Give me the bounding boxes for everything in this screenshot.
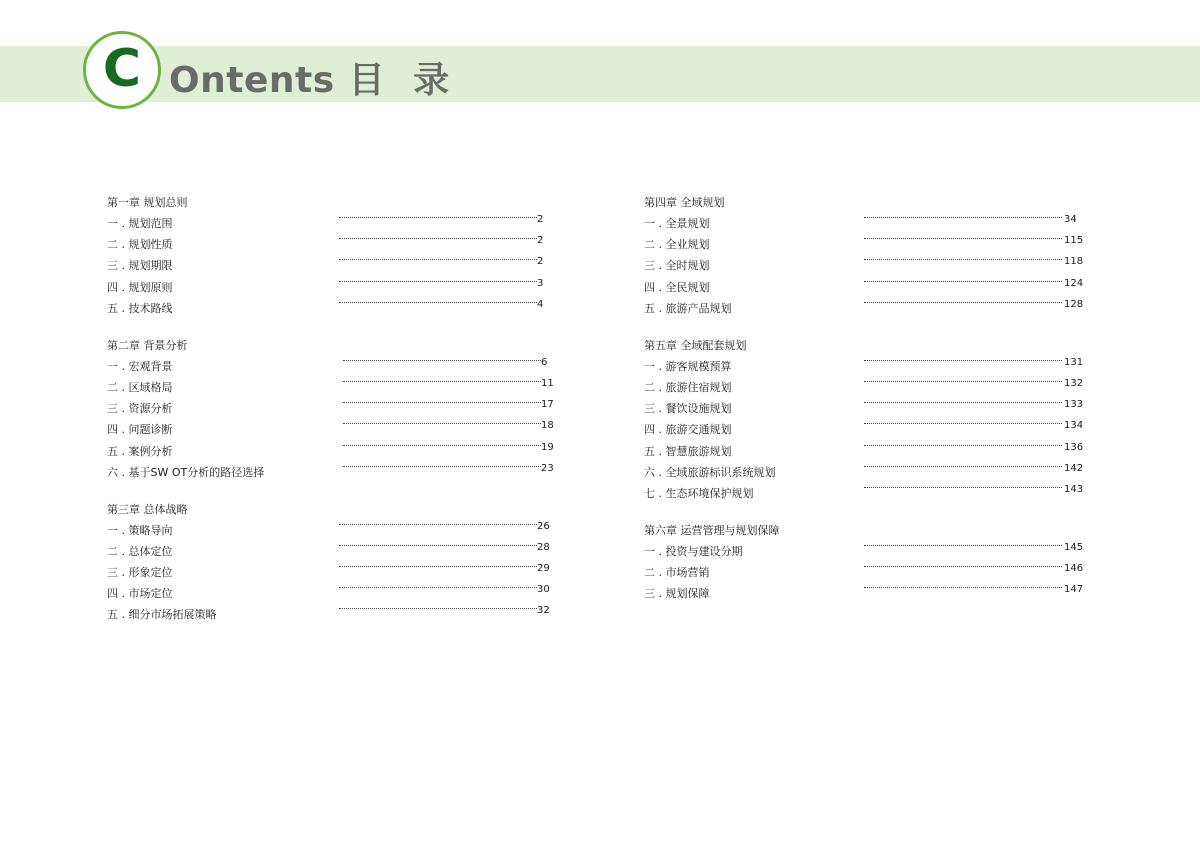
toc-entry-label: 二 . 规划性质: [107, 238, 173, 252]
toc-entry-label: 一 . 策略导向: [107, 523, 173, 537]
chapter-title: 第四章 全域规划: [644, 196, 725, 209]
toc-entry[interactable]: [644, 441, 1084, 460]
toc-page-number: 32: [537, 605, 550, 617]
page-title-cn: 目 录: [348, 60, 458, 101]
toc-leader-line: [339, 281, 537, 282]
toc-page-number: 19: [541, 441, 554, 453]
toc-leader-line: [864, 545, 1062, 546]
chapter-title: 第六章 运营管理与规划保障: [644, 523, 780, 537]
toc-leader-line: [864, 566, 1062, 567]
toc-page-number: 128: [1064, 298, 1084, 310]
toc-leader-line: [339, 566, 537, 567]
toc-page-number: 28: [537, 541, 550, 553]
toc-page-number: 29: [537, 563, 550, 575]
toc-chapter: [107, 502, 550, 624]
toc-entry-label: 四 . 规划原则: [107, 280, 173, 294]
toc-leader-line: [864, 423, 1062, 424]
toc-leader-line: [343, 445, 541, 446]
toc-leader-line: [864, 281, 1062, 282]
chapter-title: 第三章 总体战略: [107, 502, 188, 516]
toc-entry-label: 六 . 全域旅游标识系统规划: [644, 465, 776, 479]
toc-page-number: 26: [537, 520, 550, 532]
toc-page-number: 133: [1064, 399, 1084, 411]
toc-page-number: 34: [1064, 214, 1077, 225]
toc-page-number: 2: [537, 214, 544, 225]
toc-page-number: 147: [1064, 584, 1084, 596]
toc-leader-line: [864, 445, 1062, 446]
toc-entry[interactable]: [644, 377, 1084, 396]
toc-entry[interactable]: [644, 235, 1084, 253]
toc-leader-line: [339, 524, 537, 525]
toc-page-number: 145: [1064, 541, 1084, 553]
toc-entry[interactable]: [107, 277, 544, 296]
toc-page-number: 124: [1064, 277, 1084, 289]
toc-entry[interactable]: [644, 541, 1084, 560]
logo-letter-c: C: [102, 39, 142, 99]
toc-page-number: 146: [1064, 563, 1084, 575]
toc-page-number: 118: [1064, 256, 1084, 268]
toc-page-number: 18: [541, 420, 554, 432]
toc-entry-label: 三 . 餐饮设施规划: [644, 402, 732, 416]
page-title-en: Ontents: [169, 60, 335, 101]
toc-entry[interactable]: [644, 563, 1084, 581]
toc-page-number: 134: [1064, 420, 1084, 432]
toc-entry[interactable]: [644, 356, 1084, 375]
toc-entry[interactable]: [107, 605, 550, 623]
toc-entry-label: 三 . 规划保障: [644, 587, 710, 601]
toc-entry-label: 三 . 全时规划: [644, 259, 710, 273]
toc-page-number: 131: [1064, 356, 1084, 368]
toc-leader-line: [343, 423, 541, 424]
toc-leader-line: [864, 487, 1062, 488]
toc-entry[interactable]: [644, 399, 1084, 417]
toc-entry-label: 三 . 形象定位: [107, 566, 173, 580]
toc-entry[interactable]: [644, 420, 1084, 438]
toc-entry-label: 四 . 全民规划: [644, 280, 710, 294]
toc-entry[interactable]: [107, 235, 544, 253]
toc-page-number: 136: [1064, 441, 1084, 453]
toc-leader-line: [864, 302, 1062, 303]
toc-leader-line: [339, 238, 537, 239]
toc-entry[interactable]: [107, 420, 554, 438]
toc-leader-line: [343, 402, 541, 403]
toc-entry-label: 二 . 总体定位: [107, 544, 173, 558]
chapter-title: 第五章 全域配套规划: [644, 338, 747, 352]
toc-leader-line: [339, 608, 537, 609]
toc-entry-label: 四 . 问题诊断: [107, 423, 173, 437]
toc-entry-label: 五 . 旅游产品规划: [644, 301, 732, 315]
toc-page-number: 30: [537, 584, 550, 596]
toc-entry-label: 一 . 投资与建设分期: [644, 544, 743, 558]
toc-entry[interactable]: [107, 584, 550, 602]
toc-entry-label: 五 . 智慧旅游规划: [644, 444, 732, 458]
toc-leader-line: [864, 466, 1062, 467]
toc-entry-label: 五 . 技术路线: [107, 301, 173, 315]
toc-page-number: 142: [1064, 462, 1084, 474]
toc-leader-line: [339, 259, 537, 260]
toc-entry[interactable]: [107, 356, 548, 375]
toc-leader-line: [864, 217, 1062, 218]
toc-entry-label: 二 . 全业规划: [644, 238, 710, 252]
toc-entry[interactable]: [644, 298, 1084, 317]
toc-entry[interactable]: [644, 462, 1084, 481]
toc-page-number: 3: [537, 277, 544, 289]
toc-left-column: [107, 195, 554, 644]
toc-leader-line: [864, 259, 1062, 260]
toc-page-number: 132: [1064, 377, 1084, 389]
toc-entry-label: 六 . 基于SW OT分析的路径选择: [107, 465, 265, 479]
toc-chapter: [644, 338, 1084, 502]
toc-entry[interactable]: [107, 256, 544, 274]
toc-entry[interactable]: [107, 441, 554, 460]
toc-entry-label: 五 . 案例分析: [107, 444, 173, 458]
toc-entry[interactable]: [107, 377, 554, 396]
toc-entry[interactable]: [107, 399, 554, 417]
toc-chapter: [644, 523, 1084, 602]
toc-entry-label: 四 . 市场定位: [107, 587, 173, 601]
toc-chapter: [107, 338, 554, 481]
toc-leader-line: [864, 587, 1062, 588]
contents-logo: [83, 31, 161, 109]
toc-chapter: [107, 195, 544, 317]
toc-entry-label: 三 . 规划期限: [107, 259, 173, 273]
toc-leader-line: [339, 302, 537, 303]
toc-entry[interactable]: [644, 214, 1077, 232]
toc-page-number: 143: [1064, 483, 1084, 495]
toc-leader-line: [339, 587, 537, 588]
toc-leader-line: [864, 381, 1062, 382]
toc-entry[interactable]: [107, 214, 544, 232]
toc-page-number: 115: [1064, 235, 1084, 247]
toc-page-number: 2: [537, 256, 544, 268]
toc-entry-label: 五 . 细分市场拓展策略: [107, 608, 217, 622]
toc-entry[interactable]: [107, 520, 550, 539]
toc-chapter: [644, 195, 1084, 317]
toc-leader-line: [339, 217, 537, 218]
toc-page-number: 17: [541, 399, 554, 411]
toc-entry-label: 三 . 资源分析: [107, 402, 173, 416]
toc-entry-label: 七 . 生态环境保护规划: [644, 486, 754, 500]
toc-leader-line: [343, 360, 541, 361]
toc-entry-label: 一 . 游客规模预算: [644, 359, 732, 373]
toc-leader-line: [343, 381, 541, 382]
toc-leader-line: [343, 466, 541, 467]
toc-page-number: 2: [537, 235, 544, 247]
toc-entry[interactable]: [644, 256, 1084, 274]
toc-entry-label: 二 . 区域格局: [107, 380, 173, 394]
toc-leader-line: [864, 360, 1062, 361]
toc-entry[interactable]: [644, 483, 1084, 502]
toc-entry-label: 一 . 规划范围: [107, 217, 173, 230]
toc-page-number: 4: [537, 298, 544, 310]
toc-entry[interactable]: [107, 298, 544, 317]
toc-entry[interactable]: [644, 584, 1084, 602]
toc-entry-label: 一 . 全景规划: [644, 217, 710, 230]
toc-entry-label: 二 . 旅游住宿规划: [644, 380, 732, 394]
toc-leader-line: [864, 402, 1062, 403]
toc-entry-label: 四 . 旅游交通规划: [644, 423, 732, 437]
toc-entry[interactable]: [107, 462, 554, 481]
toc-entry[interactable]: [107, 541, 550, 560]
toc-page-number: 11: [541, 377, 554, 389]
toc-entry-label: 一 . 宏观背景: [107, 359, 173, 373]
toc-page-number: 23: [541, 462, 554, 474]
toc-entry-label: 二 . 市场营销: [644, 566, 710, 580]
chapter-title: 第二章 背景分析: [107, 338, 188, 352]
chapter-title: 第一章 规划总则: [107, 196, 188, 209]
toc-leader-line: [864, 238, 1062, 239]
toc-entry[interactable]: [107, 563, 550, 581]
page-title: [169, 52, 457, 103]
toc-leader-line: [339, 545, 537, 546]
toc-right-column: [644, 195, 1084, 623]
toc-entry[interactable]: [644, 277, 1084, 296]
toc-page-number: 6: [541, 356, 548, 368]
